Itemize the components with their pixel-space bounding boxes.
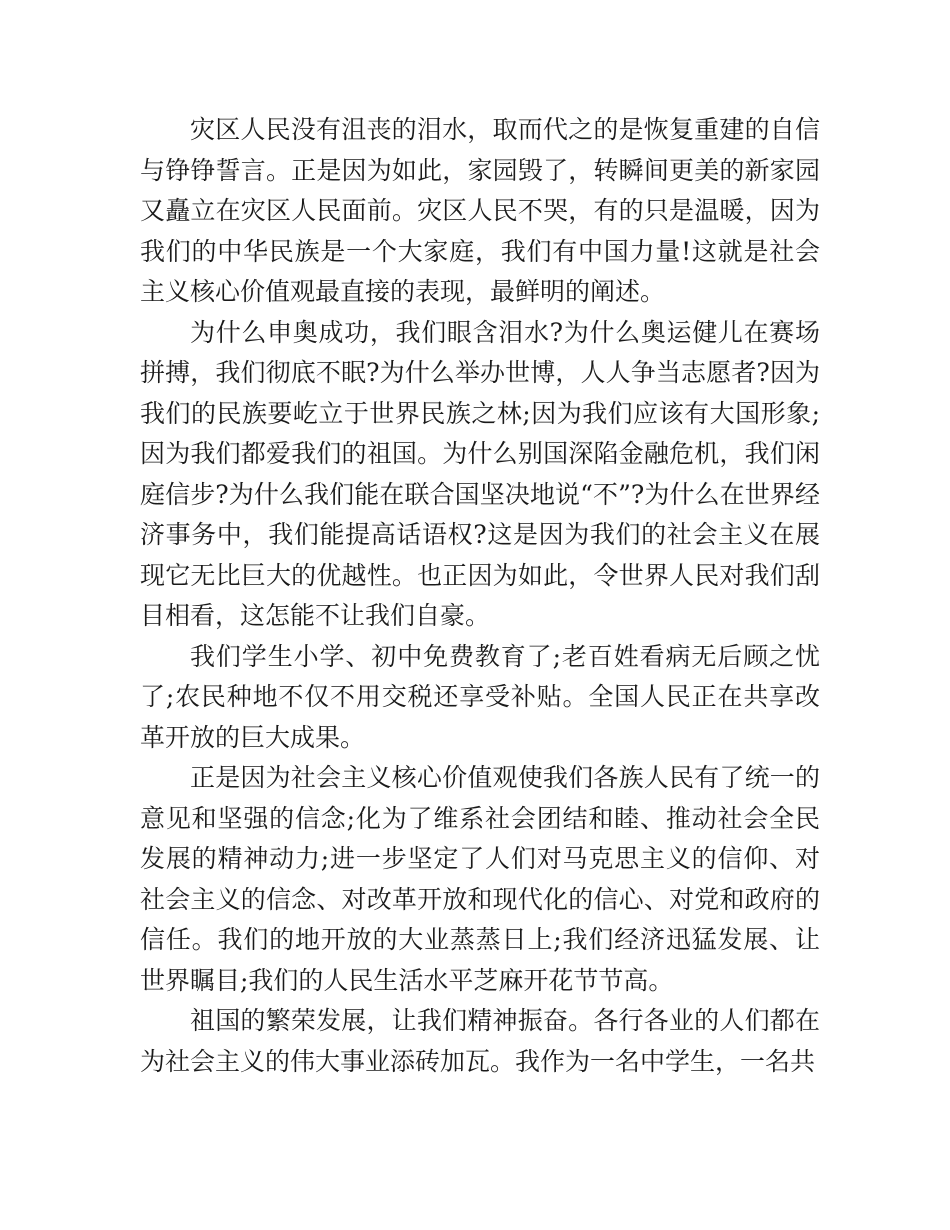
paragraph-5: 祖国的繁荣发展，让我们精神振奋。各行各业的人们都在为社会主义的伟大事业添砖加瓦。我作为一名中学生，一名共 — [140, 1006, 820, 1076]
body-text — [140, 110, 820, 1082]
paragraph-1: 灾区人民没有沮丧的泪水，取而代之的是恢复重建的自信与铮铮誓言。正是因为如此，家园毁了，转瞬间更美的新家园又矗立在灾区人民面前。灾区人民不哭，有的只是温暖，因为我们的中华民族是一个大家庭，我们有中国力量!这就是社会主义核心价值观最直接的表现，最鲜明的阐述。 — [140, 115, 820, 306]
paragraph-2: 为什么申奥成功，我们眼含泪水?为什么奥运健儿在赛场拼搏，我们彻底不眠?为什么举办世博，人人争当志愿者?因为我们的民族要屹立于世界民族之林;因为我们应该有大国形象;因为我们都爱我们的祖国。为什么别国深陷金融危机，我们闲庭信步?为什么我们能在联合国坚决地说“不”?为什么在世界经济事务中，我们能提高话语权?这是因为我们的社会主义在展现它无比巨大的优越性。也正因为如此，令世界人民对我们刮目相看，这怎能不让我们自豪。 — [140, 317, 820, 630]
paragraph-3: 我们学生小学、初中免费教育了;老百姓看病无后顾之忧了;农民种地不仅不用交税还享受补贴。全国人民正在共享改革开放的巨大成果。 — [140, 641, 820, 752]
paragraph-4: 正是因为社会主义核心价值观使我们各族人民有了统一的意见和坚强的信念;化为了维系社会团结和睦、推动社会全民发展的精神动力;进一步坚定了人们对马克思主义的信仰、对社会主义的信念、对改革开放和现代化的信心、对党和政府的信任。我们的地开放的大业蒸蒸日上;我们经济迅猛发展、让世界瞩目;我们的人民生活水平芝麻开花节节高。 — [140, 763, 820, 995]
